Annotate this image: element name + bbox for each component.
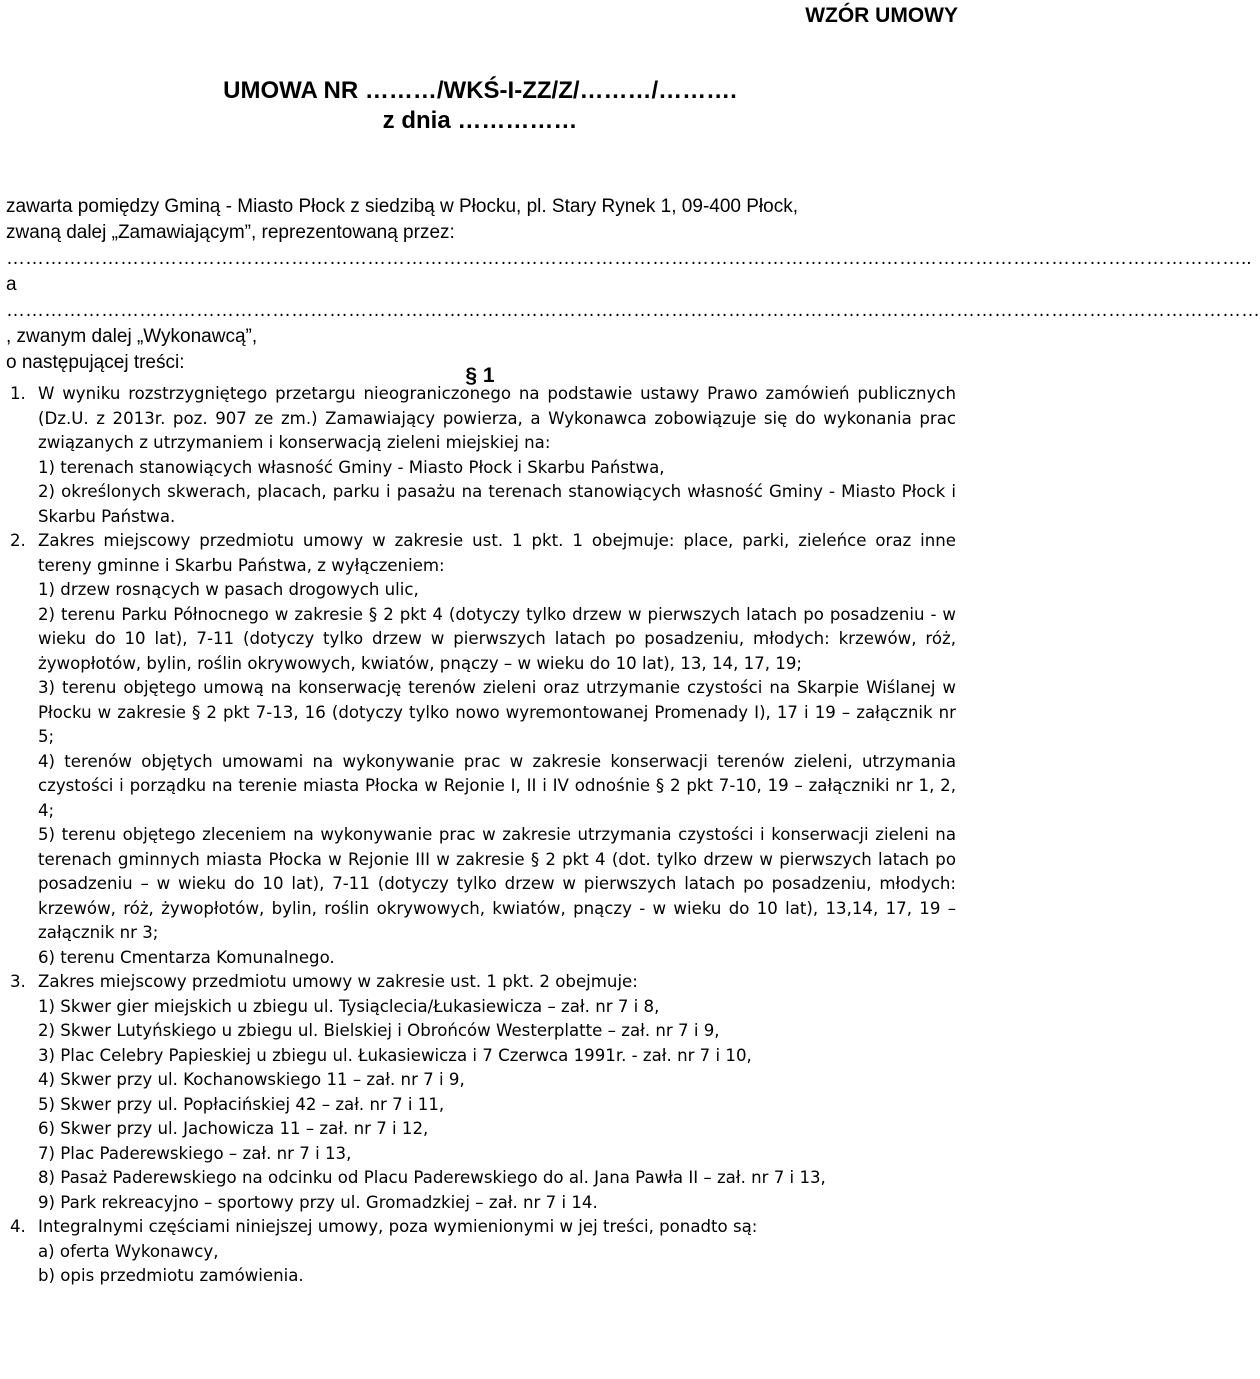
list-item: 2) terenu Parku Północnego w zakresie § 2 pkt 4 (dotyczy tylko drzew w pierwszych latach po posadzeniu - w wieku do 10 lat), 7-11 (dotyczy tylko drzew w pierwszych latach po posadzeniu, młodych: krzewów, róż, żywopłotów, bylin, roślin okrywowych, kwiatów, pnączy – w wieku do 10 lat), 13, 14, 17, 19; bbox=[38, 604, 956, 673]
list-item: 3) terenu objętego umową na konserwację terenów zieleni oraz utrzymanie czystości na Skarpie Wiślanej w Płocku w zakresie § 2 pkt 7-13, 16 (dotyczy tylko nowo wyremontowanej Promenady I), 17 i 19 – załącznik nr 5; bbox=[38, 678, 956, 746]
list-item: 4) Skwer przy ul. Kochanowskiego 11 – zał. nr 7 i 9, bbox=[38, 1070, 465, 1089]
intro-line: o następującej treści: bbox=[6, 352, 185, 373]
list-item: a) oferta Wykonawcy, bbox=[38, 1241, 219, 1261]
list-item: 8) Pasaż Paderewskiego na odcinku od Placu Paderewskiego do al. Jana Pawła II – zał. nr 7 i 13, bbox=[38, 1168, 826, 1187]
paragraph-text: Zakres miejscowy przedmiotu umowy w zakresie ust. 1 pkt. 1 obejmuje: place, parki, zieleńce oraz inne tereny gminne i Skarbu Państwa, z wyłączeniem: bbox=[38, 531, 956, 575]
paragraph-1 bbox=[10, 382, 956, 529]
list-item: 7) Plac Paderewskiego – zał. nr 7 i 13, bbox=[38, 1143, 352, 1163]
list-item: 6) Skwer przy ul. Jachowicza 11 – zał. nr 7 i 12, bbox=[38, 1119, 429, 1138]
intro-line: a bbox=[6, 274, 17, 295]
list-item: 1) drzew rosnących w pasach drogowych ulic, bbox=[38, 580, 419, 599]
list-item: 2) Skwer Lutyńskiego u zbiegu ul. Bielskiej i Obrońców Westerplatte – zał. nr 7 i 9, bbox=[38, 1021, 720, 1040]
list-item: 2) określonych skwerach, placach, parku i pasażu na terenach stanowiących własność Gminy - Miasto Płock i Skarbu Państwa. bbox=[38, 482, 956, 526]
list-item: 5) terenu objętego zleceniem na wykonywanie prac w zakresie utrzymania czystości i konserwacji zieleni na terenach gminnych miasta Płocka w Rejonie III w zakresie § 2 pkt 4 (dot. tylko drzew w pierwszych latach po posadzeniu – w wieku do 10 lat), 7-11 (dotyczy tylko drzew w pierwszych latach po posadzeniu, młodych: krzewów, róż, żywopłotów, bylin, roślin okrywowych, kwiatów, pnączy - w wieku do 10 lat), 13,14, 17, 19 – załącznik nr 3; bbox=[38, 825, 956, 942]
paragraph-3 bbox=[10, 970, 956, 1215]
list-item: b) opis przedmiotu zamówienia. bbox=[38, 1266, 304, 1285]
paragraph-number: 1. bbox=[10, 384, 26, 403]
paragraph-text: W wyniku rozstrzygniętego przetargu nieograniczonego na podstawie ustawy Prawo zamówień publicznych (Dz.U. z 2013r. poz. 907 ze zm.) Zamawiający powierza, a Wykonawca zobowiązuje się do wykonania prac związanych z utrzymaniem i konserwacją zieleni miejskiej na: bbox=[38, 384, 956, 452]
intro-line: , zwanym dalej „Wykonawcą”, bbox=[6, 326, 258, 347]
list-item: 9) Park rekreacyjno – sportowy przy ul. Gromadzkiej – zał. nr 7 i 14. bbox=[38, 1192, 598, 1212]
list-item: 1) Skwer gier miejskich u zbiegu ul. Tysiąclecia/Łukasiewicza – zał. nr 7 i 8, bbox=[38, 996, 660, 1016]
list-item: 1) terenach stanowiących własność Gminy - Miasto Płock i Skarbu Państwa, bbox=[38, 457, 665, 477]
section-heading: § 1 bbox=[465, 364, 495, 387]
contract-number-line: UMOWA NR ………/WKŚ-I-ZZ/Z/………/………. bbox=[223, 77, 737, 104]
template-label: WZÓR UMOWY bbox=[805, 4, 958, 27]
paragraph-4 bbox=[10, 1215, 956, 1289]
paragraph-text: Zakres miejscowy przedmiotu umowy w zakresie ust. 1 pkt. 2 obejmuje: bbox=[38, 972, 638, 991]
paragraph-2 bbox=[10, 529, 956, 970]
list-item: 4) terenów objętych umowami na wykonywanie prac w zakresie konserwacji terenów zieleni, utrzymania czystości i porządku na terenie miasta Płocka w Rejonie I, II i IV odnośnie § 2 pkt 7-10, 19 – załączniki nr 1, 2, 4; bbox=[38, 751, 956, 820]
parties-intro bbox=[6, 194, 1260, 376]
intro-line: zwaną dalej „Zamawiającym”, reprezentowaną przez: bbox=[6, 222, 455, 243]
list-item: 6) terenu Cmentarza Komunalnego. bbox=[38, 947, 335, 967]
paragraph-number: 4. bbox=[10, 1217, 26, 1236]
list-item: 3) Plac Celebry Papieskiej u zbiegu ul. Łukasiewicza i 7 Czerwca 1991r. - zał. nr 7 i 10, bbox=[38, 1045, 752, 1065]
intro-line: zawarta pomiędzy Gminą - Miasto Płock z siedzibą w Płocku, pl. Stary Rynek 1, 09-400 Płock, bbox=[6, 196, 798, 217]
contract-date-line: z dnia …………… bbox=[382, 107, 578, 134]
section-body bbox=[10, 382, 956, 1289]
paragraph-text: Integralnymi częściami niniejszej umowy, poza wymienionymi w jej treści, ponadto są: bbox=[38, 1217, 758, 1236]
paragraph-number: 3. bbox=[10, 972, 26, 991]
contractor-blank: ……………………………………………………………………………………………………………………………………………………………………………… bbox=[6, 300, 1260, 321]
contract-title bbox=[0, 76, 960, 136]
list-item: 5) Skwer przy ul. Popłacińskiej 42 – zał. nr 7 i 11, bbox=[38, 1094, 445, 1114]
representative-blank: …………………………………………………………………………………………………………………………………………………………………………….. bbox=[6, 248, 1252, 269]
paragraph-number: 2. bbox=[10, 531, 26, 550]
